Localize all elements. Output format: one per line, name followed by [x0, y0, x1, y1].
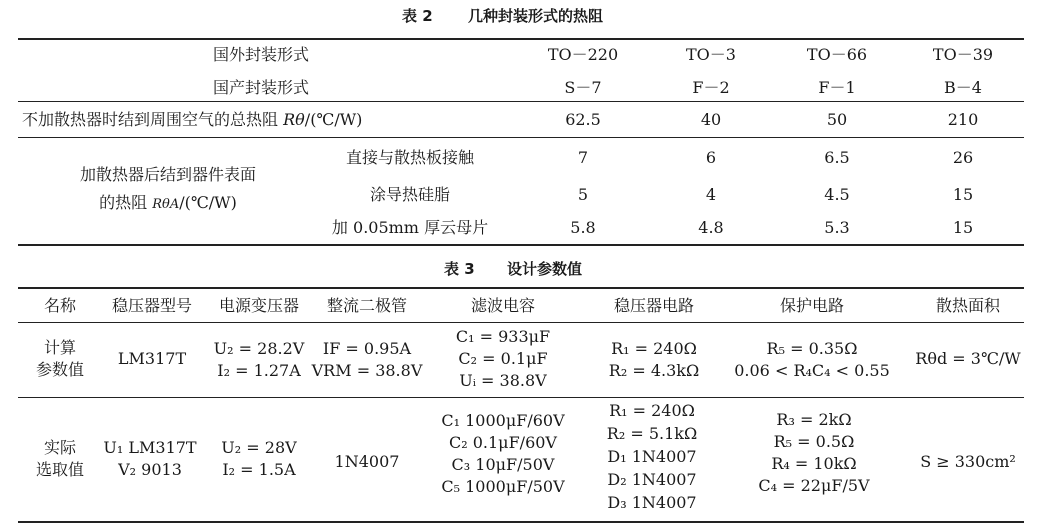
- calc-capacitor-line: C₂ = 0.1μF: [458, 349, 548, 368]
- col3-direct: 6.5: [824, 148, 850, 167]
- col1-foreign: TO－220: [547, 45, 619, 64]
- col2-domestic: F－2: [692, 78, 730, 97]
- sub-direct-label: 直接与散热板接触: [345, 148, 475, 167]
- actual-capacitor-line: C₂ 0.1μF/60V: [448, 433, 557, 452]
- table2-rule-2: [18, 137, 1024, 138]
- actual-circuit-line: R₂ = 5.1kΩ: [606, 424, 698, 443]
- col4-total: 210: [947, 110, 979, 129]
- col3-grease: 4.5: [824, 185, 850, 204]
- actual-name-line1: 实际: [43, 438, 77, 457]
- table3-top-rule: [18, 287, 1024, 289]
- actual-protect-line: R₃ = 2kΩ: [776, 410, 852, 429]
- actual-protect-line: R₄ = 10kΩ: [771, 454, 857, 473]
- col2-foreign: TO－3: [686, 45, 736, 64]
- hdr-regulator: 稳压器型号: [111, 296, 193, 315]
- hdr-name: 名称: [43, 296, 77, 315]
- actual-protect-line: C₄ = 22μF/5V: [758, 476, 870, 495]
- col1-total: 62.5: [565, 110, 601, 129]
- actual-capacitor-line: C₅ 1000μF/50V: [441, 477, 565, 496]
- table2-rule-1: [18, 101, 1024, 102]
- actual-name: [36, 437, 84, 481]
- calc-diode: [312, 338, 423, 382]
- sub-mica-label: 加 0.05mm 厚云母片: [331, 218, 489, 237]
- actual-regulator-line1: U₁ LM317T: [103, 438, 197, 457]
- calc-transformer: [214, 338, 305, 382]
- row-total-symbol: Rθ: [283, 110, 305, 129]
- actual-protect: [758, 409, 869, 497]
- actual-diode: 1N4007: [334, 452, 400, 471]
- calc-name-line2: 参数值: [35, 360, 85, 379]
- col1-direct: 7: [577, 148, 589, 167]
- calc-protect-line: 0.06 < R₄C₄ < 0.55: [734, 361, 890, 380]
- col2-total: 40: [700, 110, 722, 129]
- actual-capacitor: [441, 410, 564, 498]
- actual-circuit-line: D₂ 1N4007: [607, 470, 697, 489]
- calc-diode-line1: IF = 0.95A: [322, 339, 412, 358]
- actual-protect-line: R₅ = 0.5Ω: [773, 432, 855, 451]
- actual-circuit: [607, 399, 697, 514]
- group-label: [80, 164, 256, 216]
- hdr-capacitor: 滤波电容: [470, 296, 536, 315]
- group-label-symbol: RθA: [152, 197, 180, 212]
- actual-capacitor-line: C₁ 1000μF/60V: [441, 411, 565, 430]
- col2-direct: 6: [705, 148, 717, 167]
- actual-circuit-line: R₁ = 240Ω: [609, 401, 695, 420]
- table3-mid-rule: [18, 397, 1024, 398]
- calc-transformer-line1: U₂ = 28.2V: [213, 339, 305, 358]
- table3-header-rule: [18, 322, 1024, 323]
- calc-transformer-line2: I₂ = 1.27A: [217, 361, 301, 380]
- group-label-unit: /(℃/W): [179, 193, 237, 212]
- actual-transformer: [221, 437, 296, 481]
- col4-mica: 15: [952, 218, 974, 237]
- table3-caption-label: 表 3: [444, 260, 475, 278]
- calc-name: [36, 337, 84, 381]
- col2-mica: 4.8: [698, 218, 724, 237]
- table3-caption-title: 设计参数值: [507, 260, 583, 278]
- hdr-transformer: 电源变压器: [218, 296, 300, 315]
- group-label-line1: 加散热器后结到器件表面: [79, 165, 257, 184]
- calc-heat: Rθd = 3℃/W: [915, 349, 1021, 368]
- row-foreign-label: 国外封装形式: [213, 45, 310, 64]
- col3-total: 50: [826, 110, 848, 129]
- col4-domestic: B－4: [944, 78, 982, 97]
- col1-grease: 5: [577, 185, 589, 204]
- calc-capacitor-line: Uᵢ = 38.8V: [459, 371, 547, 390]
- hdr-diode: 整流二极管: [326, 296, 408, 315]
- actual-name-line2: 选取值: [35, 460, 85, 479]
- actual-transformer-line2: I₂ = 1.5A: [222, 460, 296, 479]
- col4-foreign: TO－39: [932, 45, 994, 64]
- row-total-label: [22, 110, 362, 130]
- calc-circuit: [609, 338, 699, 382]
- table2-top-rule: [18, 38, 1024, 40]
- actual-regulator-line2: V₂ 9013: [118, 460, 182, 479]
- actual-circuit-line: D₃ 1N4007: [607, 493, 697, 512]
- hdr-circuit: 稳压器电路: [613, 296, 695, 315]
- col3-mica: 5.3: [824, 218, 850, 237]
- col3-foreign: TO－66: [806, 45, 868, 64]
- actual-capacitor-line: C₃ 10μF/50V: [451, 455, 555, 474]
- actual-transformer-line1: U₂ = 28V: [221, 438, 297, 457]
- hdr-heat: 散热面积: [935, 296, 1001, 315]
- actual-regulator: [103, 437, 196, 481]
- col1-domestic: S－7: [564, 78, 602, 97]
- group-label-text: 的热阻: [99, 193, 148, 212]
- calc-protect: [734, 338, 890, 382]
- col1-mica: 5.8: [570, 218, 596, 237]
- table2-caption-title: 几种封装形式的热阻: [468, 7, 604, 25]
- col3-domestic: F－1: [818, 78, 856, 97]
- calc-name-line1: 计算: [43, 338, 77, 357]
- calc-capacitor-line: C₁ = 933μF: [455, 327, 551, 346]
- group-label-line2: [80, 192, 256, 216]
- col4-grease: 15: [952, 185, 974, 204]
- calc-regulator: LM317T: [117, 349, 187, 368]
- sub-grease-label: 涂导热硅脂: [369, 185, 451, 204]
- actual-heat: S ≥ 330cm²: [920, 452, 1016, 471]
- table2-bottom-rule: [18, 244, 1024, 246]
- calc-circuit-line: R₂ = 4.3kΩ: [608, 361, 700, 380]
- row-total-text: 不加散热器时结到周围空气的总热阻: [22, 110, 279, 129]
- hdr-protect: 保护电路: [779, 296, 845, 315]
- table2-caption-label: 表 2: [402, 7, 433, 25]
- actual-circuit-line: D₁ 1N4007: [607, 447, 697, 466]
- calc-circuit-line: R₁ = 240Ω: [611, 339, 697, 358]
- col4-direct: 26: [952, 148, 974, 167]
- calc-protect-line: R₅ = 0.35Ω: [766, 339, 858, 358]
- calc-capacitor: [456, 326, 550, 392]
- col2-grease: 4: [705, 185, 717, 204]
- row-total-unit: /(℃/W): [304, 110, 363, 129]
- table3-bottom-rule: [18, 521, 1024, 523]
- calc-diode-line2: VRM = 38.8V: [311, 361, 423, 380]
- row-domestic-label: 国产封装形式: [213, 78, 310, 97]
